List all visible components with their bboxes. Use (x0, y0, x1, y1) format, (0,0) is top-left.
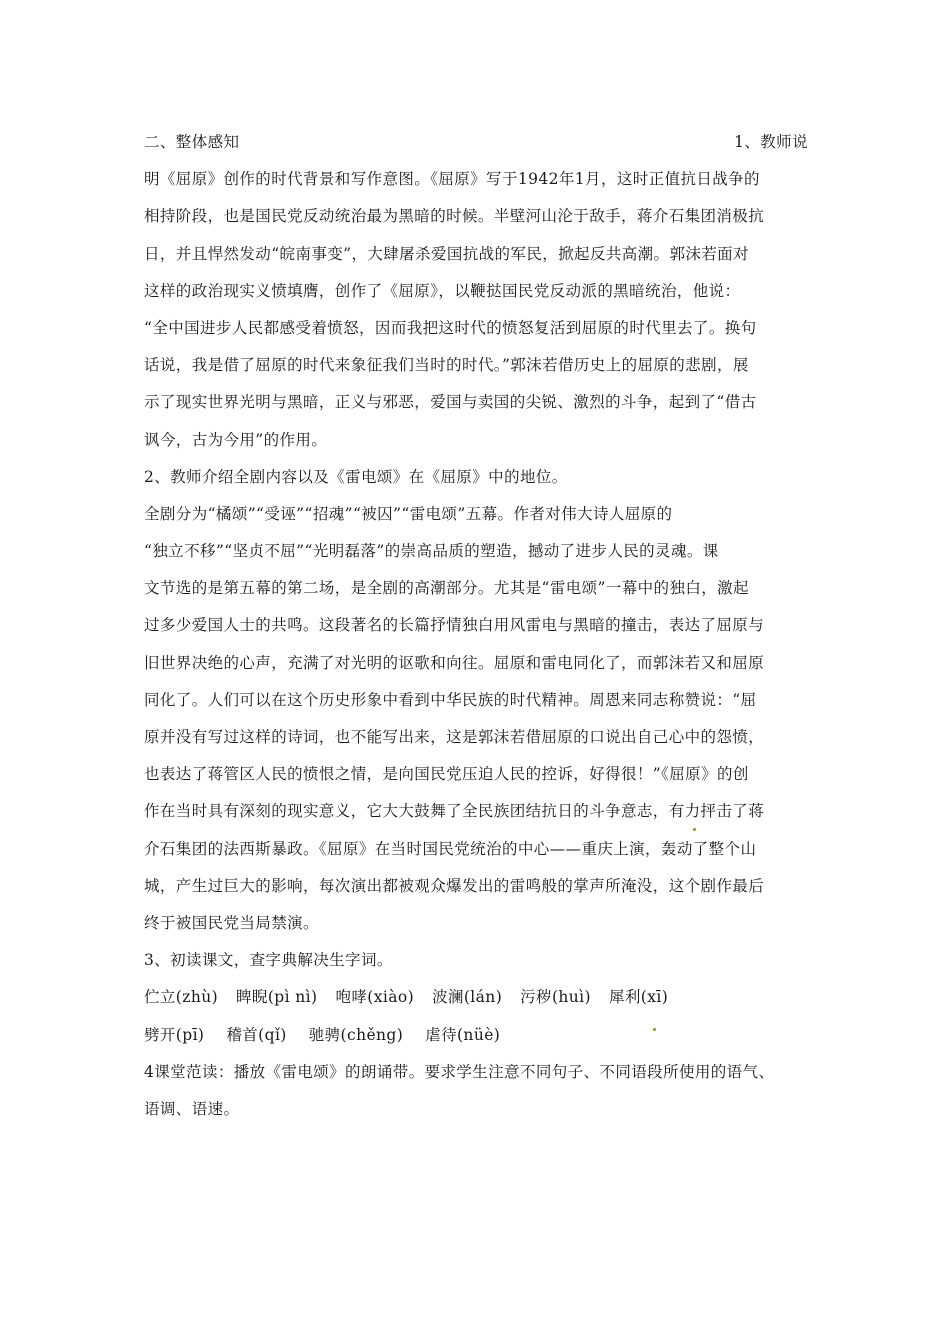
text-line: 话说，我是借了屈原的时代来象征我们当时的时代。”郭沫若借历史上的屈原的悲剧，展 (144, 356, 749, 375)
text-line: 介石集团的法西斯暴政。《屈原》在当时国民党统治的中心——重庆上演，轰动了整个山 (144, 839, 757, 858)
text-line: 日，并且悍然发动“皖南事变”，大肆屠杀爱国抗战的军民，掀起反共高潮。郭沫若面对 (144, 244, 749, 263)
text-line: 旧世界决绝的心声，充满了对光明的讴歌和向往。屈原和雷电同化了，而郭沫若又和屈原 (144, 653, 765, 672)
text-line: 也表达了蒋管区人民的愤恨之情，是向国民党压迫人民的控诉，好得很！”《屈原》的创 (144, 765, 749, 784)
vocab-item: 波澜(lán) (432, 988, 503, 1007)
text-line: 示了现实世界光明与黑暗，正义与邪恶，爱国与卖国的尖锐、激烈的斗争，起到了“借古 (144, 393, 757, 412)
vocab-item: 污秽(huì) (520, 988, 591, 1007)
vocab-list-row-2 (144, 1017, 808, 1054)
vocab-item: 稽首(qǐ) (226, 1025, 287, 1044)
text-line: 讽今，古为今用”的作用。 (144, 430, 328, 449)
section-heading: 二、整体感知 (144, 133, 240, 151)
item4-paragraph (144, 1054, 808, 1128)
text-line: 文节选的是第五幕的第二场，是全剧的高潮部分。尤其是“雷电颂”一幕中的独白，激起 (144, 579, 749, 598)
text-line: 这样的政治现实义愤填膺，创作了《屈原》，以鞭挞国民党反动派的黑暗统治，他说： (144, 281, 741, 300)
paragraph-2 (144, 496, 808, 942)
vocab-item: 驰骋(chěng) (308, 1025, 404, 1044)
vocab-item: 虐待(nüè) (425, 1025, 501, 1044)
text-line: 过多少爱国人士的共鸣。这段著名的长篇抒情独白用风雷电与黑暗的撞击，表达了屈原与 (144, 616, 765, 635)
text-line: “独立不移”“坚贞不屈”“光明磊落”的崇高品质的塑造，撼动了进步人民的灵魂。课 (144, 542, 719, 561)
section-heading-line (144, 124, 808, 161)
paragraph-1 (144, 161, 808, 459)
text-line: 明《屈原》创作的时代背景和写作意图。《屈原》写于1942年1月，这时正值抗日战争的 (144, 170, 760, 189)
vocab-item: 咆哮(xiào) (335, 988, 415, 1007)
speck-mark (653, 1028, 656, 1031)
item2-heading: 2、教师介绍全剧内容以及《雷电颂》在《屈原》中的地位。 (144, 467, 568, 486)
text-line: 相持阶段，也是国民党反动统治最为黑暗的时候。半壁河山沦于敌手，蒋介石集团消极抗 (144, 207, 765, 226)
text-line: 全剧分为“橘颂”“受诬”“招魂”“被囚”“雷电颂”五幕。作者对伟大诗人屈原的 (144, 504, 673, 523)
vocab-list-row-1 (144, 979, 808, 1016)
text-line: 作在当时具有深刻的现实意义，它大大鼓舞了全民族团结抗日的斗争意志，有力抨击了蒋 (144, 802, 765, 821)
document-body (144, 124, 808, 1128)
text-line: 城，产生过巨大的影响，每次演出都被观众爆发出的雷鸣般的掌声所淹没，这个剧作最后 (144, 876, 765, 895)
text-line: 语调、语速。 (144, 1099, 240, 1118)
vocab-item: 伫立(zhù) (144, 988, 219, 1007)
vocab-item: 犀利(xī) (608, 988, 669, 1007)
speck-mark (693, 828, 696, 831)
text-line: “全中国进步人民都感受着愤怒，因而我把这时代的愤怒复活到屈原的时代里去了。换句 (144, 318, 757, 337)
text-line: 4课堂范读：播放《雷电颂》的朗诵带。要求学生注意不同句子、不同语段所使用的语气、 (144, 1062, 775, 1081)
item3-heading: 3、初读课文，查字典解决生字词。 (144, 951, 393, 970)
text-line: 原并没有写过这样的诗词，也不能写出来，这是郭沫若借屈原的口说出自己心中的怨愤， (144, 728, 765, 746)
item1-lead: 1、教师说 (734, 133, 808, 151)
vocab-item: 睥睨(pì nì) (236, 988, 318, 1007)
text-line: 终于被国民党当局禁演。 (144, 913, 319, 932)
text-line: 同化了。人们可以在这个历史形象中看到中华民族的时代精神。周恩来同志称赞说：“屈 (144, 690, 757, 709)
vocab-item: 劈开(pī) (144, 1025, 205, 1044)
